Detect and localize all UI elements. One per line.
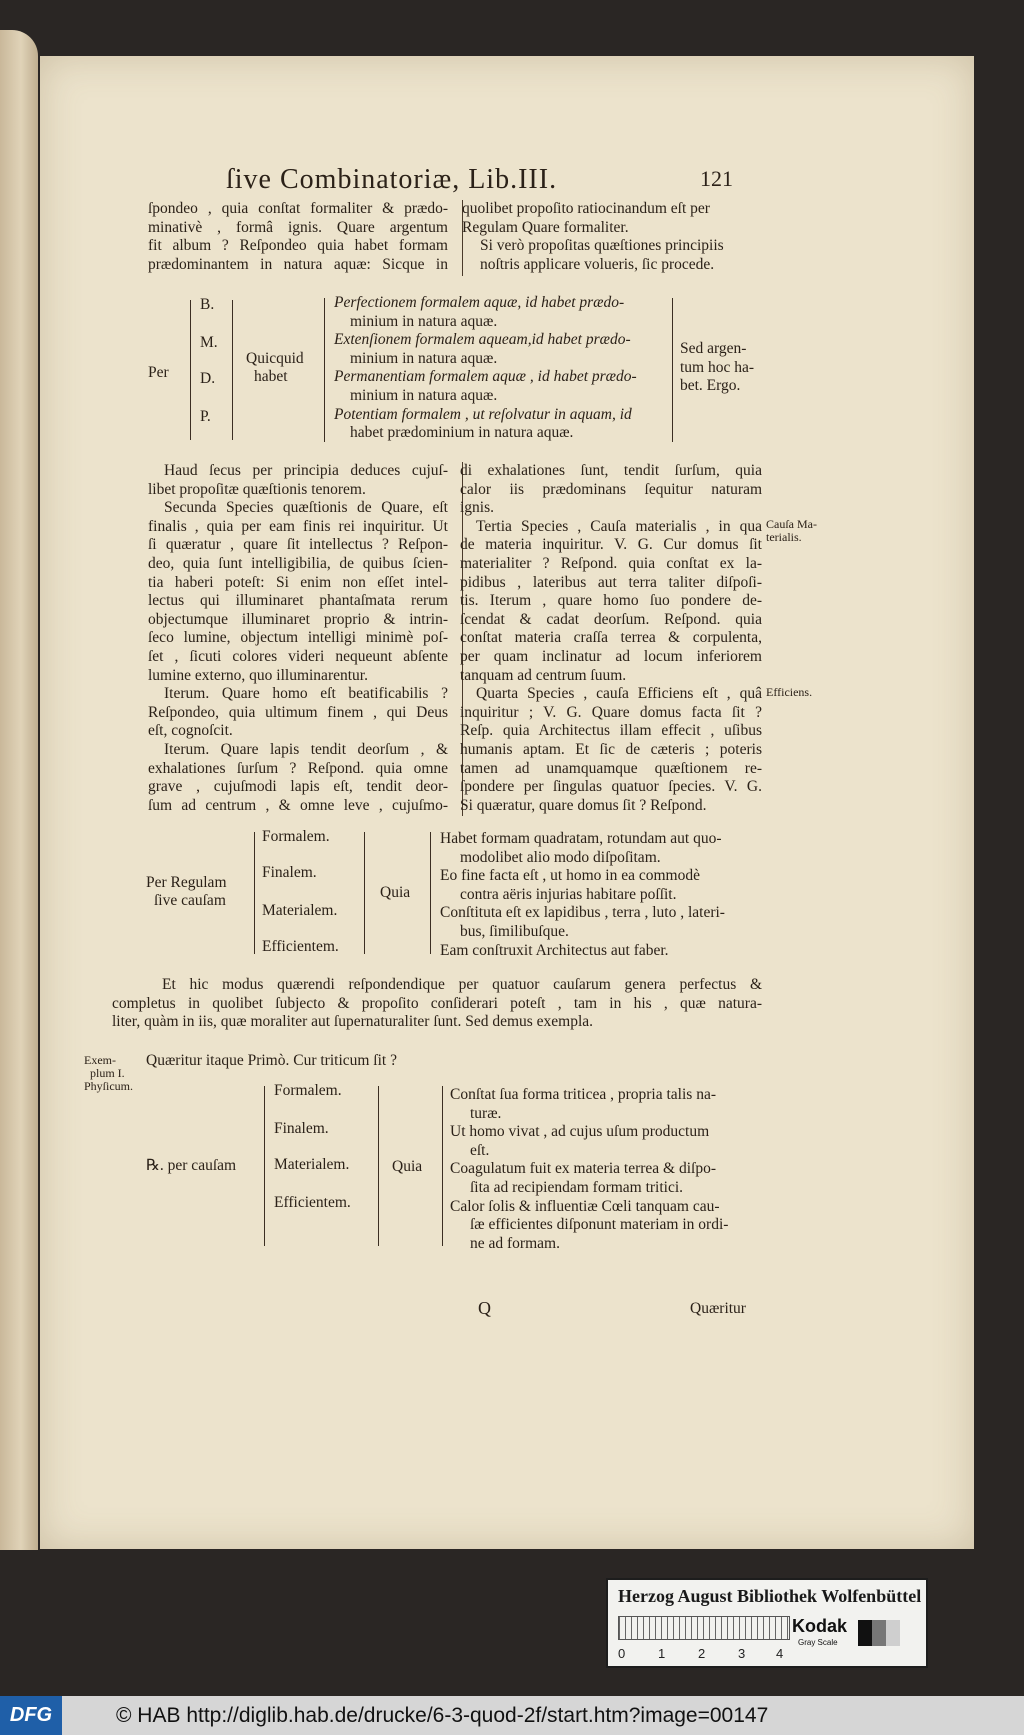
margin-note-exemplum xyxy=(84,1054,133,1093)
text-line: Iterum. Quare homo eſt beatificabilis ? xyxy=(164,685,448,703)
text-line: prædominantem in natura aquæ: Sicque in xyxy=(148,255,448,273)
conclusion-line: tum hoc ha- xyxy=(680,358,755,376)
cause-label: Finalem. xyxy=(274,1120,329,1137)
ruler-number: 0 xyxy=(618,1646,626,1661)
text-line: Si quæratur, quare domus ſit ? Reſpond. xyxy=(460,796,707,814)
text-line: libet propoſitæ quæſtionis tenorem. xyxy=(148,480,366,498)
text-line: ſum ad centrum , & omne leve , cujuſmo- xyxy=(148,796,448,814)
text-line: objectumque illuminaret proprio & intrin- xyxy=(148,610,448,628)
text-line: Secunda Species quæſtionis de Quare, eſt xyxy=(164,499,448,517)
ruler-number: 3 xyxy=(738,1646,746,1661)
text-line: calor iis prædominans ſequitur naturam xyxy=(460,480,762,498)
item-line: minium in natura aquæ. xyxy=(350,386,498,404)
text-line: tamen ad unamquamque quæſtionem re- xyxy=(460,759,762,777)
cause-label: Materialem. xyxy=(262,902,338,919)
text-line: ſcendat & cadat deorſum. Reſpond. quia xyxy=(460,610,762,628)
brace-right xyxy=(364,832,365,954)
item-line: Perfectionem formalem aquæ, id habet prædo- xyxy=(334,294,625,311)
gray-swatch xyxy=(886,1620,900,1646)
text-line: exhalationes ſurſum ? Reſpond. quia omne xyxy=(148,759,448,777)
column-left-mid xyxy=(148,462,448,815)
answer-line: Eam conſtruxit Architectus aut faber. xyxy=(440,941,669,959)
text-line: humanis aptam. Et ſic de cæteris ; poteris xyxy=(460,740,762,758)
text-line: conſtat materia craſſa terrea & corpulenta, xyxy=(460,629,762,647)
note-line: terialis. xyxy=(766,530,802,544)
principle-letter: P. xyxy=(200,408,211,425)
kodak-logo: Kodak xyxy=(792,1616,848,1636)
text-line: Quarta Species , cauſa Efficiens eſt , quâ xyxy=(476,685,762,703)
paragraph xyxy=(112,976,762,1032)
text-line: grave , cujuſmodi lapis eſt, tendit deor- xyxy=(148,778,448,796)
margin-note-efficiens xyxy=(766,686,812,699)
text-line: Iterum. Quare lapis tendit deorſum , & xyxy=(164,740,448,758)
item-line: habet prædominium in natura aquæ. xyxy=(350,424,574,442)
text-line: lumine externo, quo illuminarentur. xyxy=(148,666,368,684)
library-color-target xyxy=(606,1578,928,1668)
text-line: Regulam Quare formaliter. xyxy=(462,218,629,236)
text-line: deo, quia ſunt intelligibilia, de quibus ſcien- xyxy=(148,554,448,572)
column-right-mid xyxy=(460,462,762,815)
answer-line: Calor ſolis & influentiæ Cœli tanquam cau- xyxy=(450,1197,720,1215)
text-line: tis. Iterum , quare homo ſuo pondere de- xyxy=(460,592,762,610)
answer-line: eſt. xyxy=(470,1141,490,1159)
text-line: pidibus , lateribus aut terra taliter diſpoſi- xyxy=(460,573,762,591)
text-line: ſpondere per ſingulas quatuor ſpecies. V. G. xyxy=(460,778,762,796)
brace-left xyxy=(254,832,255,954)
answer-line: Conſtituta eſt ex lapidibus , terra , luto , lateri- xyxy=(440,904,725,922)
question-line: Quæritur itaque Primò. Cur triticum ſit ? xyxy=(146,1052,397,1069)
gray-swatch xyxy=(872,1620,886,1646)
text-line: lectus qui illuminaret phantaſmata rerum xyxy=(148,592,448,610)
answer-line: Habet formam quadratam, rotundam aut quo- xyxy=(440,830,722,847)
text-line: Et hic modus quærendi reſpondendique per quatuor cauſarum genera perfectus & xyxy=(162,976,762,993)
item-line: minium in natura aquæ. xyxy=(350,349,498,367)
cause-label: Formalem. xyxy=(262,828,330,845)
cause-label: Efficientem. xyxy=(262,938,339,955)
brace-left xyxy=(324,298,325,442)
text-line: eſt, cognoſcit. xyxy=(148,722,233,740)
brace-left xyxy=(264,1086,265,1246)
answer-line: Coagulatum fuit ex materia terrea & diſpo- xyxy=(450,1160,716,1178)
brace-left xyxy=(190,300,191,440)
brace-left xyxy=(430,832,431,954)
text-line: ſi quæratur , quare ſit intellectus ? Reſpon- xyxy=(148,536,448,554)
text-line: finalis , quia per eam finis rei inquiritur. Ut xyxy=(148,517,448,535)
answer-line: Eo fine facta eſt , ut homo in ea commodè xyxy=(440,867,700,885)
catchword: Quæritur xyxy=(690,1300,746,1317)
diagram-conclusion xyxy=(680,340,754,396)
ruler-number: 1 xyxy=(658,1646,666,1661)
answer-line: modolibet alio modo diſpoſitam. xyxy=(460,848,661,866)
note-line: plum I. xyxy=(90,1066,125,1080)
answer-line: turæ. xyxy=(470,1104,502,1122)
text-line: per quam inclinatur ad locum inferiorem xyxy=(460,647,762,665)
answer-line: contra aëris injurias habitare poſſit. xyxy=(460,885,677,903)
note-line: Efficiens. xyxy=(766,685,813,699)
item-line: Potentiam formalem , ut reſolvatur in aquam, id xyxy=(334,405,632,423)
item-line: Extenſionem formalem aqueam,id habet prædo- xyxy=(334,331,631,349)
diagram-left-label: ℞. per cauſam xyxy=(146,1157,237,1174)
diagram-per-label: Per xyxy=(148,364,169,381)
principle-letter: M. xyxy=(200,334,218,351)
answer-line: Ut homo vivat , ad cujus uſum productum xyxy=(450,1123,710,1141)
gray-swatch xyxy=(858,1620,872,1646)
note-line: Phyſicum. xyxy=(84,1079,134,1093)
text-line: ſpondeo , quia conſtat formaliter & prædo- xyxy=(148,200,448,217)
copyright-link[interactable]: © HAB http://diglib.hab.de/drucke/6-3-quod-2f/start.htm?image=00147 xyxy=(116,1704,769,1727)
answer-line: ne ad formam. xyxy=(470,1234,560,1252)
previous-page-edge xyxy=(0,30,38,1550)
quia-label: Quia xyxy=(392,1158,423,1175)
cause-label: Finalem. xyxy=(262,864,317,881)
ruler-number: 2 xyxy=(698,1646,706,1661)
text-line: inquiritur ; V. G. Quare domus facta ſit ? xyxy=(460,703,762,721)
cause-label: Efficientem. xyxy=(274,1194,351,1211)
text-line: liter, quàm in iis, quæ moraliter aut ſupernaturaliter ſunt. Sed demus exempla. xyxy=(112,1013,594,1031)
text-line: tia haberi poteſt: Si enim non eſſet intel- xyxy=(148,573,448,591)
brace-left xyxy=(442,1086,443,1246)
library-title: Herzog August Bibliothek Wolfenbüttel xyxy=(618,1586,922,1606)
text-line: Haud ſecus per principia deduces cujuſ- xyxy=(164,462,448,479)
principle-letter: B. xyxy=(200,296,215,313)
cause-label: Materialem. xyxy=(274,1156,350,1173)
diagram-mid-label: habet xyxy=(254,368,288,385)
page-number: 121 xyxy=(700,166,733,191)
brace-right xyxy=(232,300,233,440)
running-head: ſive Combinatoriæ, Lib.III. xyxy=(226,164,558,195)
diagram-answers xyxy=(440,830,725,960)
text-line: materialiter ? Reſpond. quia conſtat ex la- xyxy=(460,554,762,572)
text-line: di exhalationes ſunt, tendit ſurſum, quia xyxy=(460,462,762,479)
column-left-top xyxy=(148,200,448,274)
text-line: tanquam ad centrum ſuum. xyxy=(460,666,627,684)
text-line: ignis. xyxy=(460,499,495,517)
text-line: de materia inquiritur. V. G. Cur domus ſit xyxy=(460,536,762,554)
diagram-answers xyxy=(450,1086,728,1253)
text-line: ſet , ſicuti colores videri nequeunt abſente xyxy=(148,647,448,665)
answer-line: ſæ efficientes diſponunt materiam in ordi- xyxy=(470,1216,729,1234)
text-line: noſtris applicare volueris, ſic procede. xyxy=(480,255,715,273)
text-line: ſeco lumine, objectum intelligi minimè poſ- xyxy=(148,629,448,647)
diagram-left-label: Per Regulam xyxy=(146,874,227,891)
diagram-mid-label: Quicquid xyxy=(246,350,304,367)
cause-label: Formalem. xyxy=(274,1082,342,1099)
item-line: Permanentiam formalem aquæ , id habet prædo- xyxy=(334,368,637,386)
margin-note-causa-materialis xyxy=(766,518,817,544)
brace-right xyxy=(378,1086,379,1246)
text-line: minativè , formâ ignis. Quare argentum xyxy=(148,218,448,236)
item-line: minium in natura aquæ. xyxy=(350,312,498,330)
viewer-footer xyxy=(0,1696,1024,1735)
answer-line: ſita ad recipiendam formam tritici. xyxy=(470,1178,684,1196)
text-line: Si verò propoſitas quæſtiones principiis xyxy=(480,237,724,255)
answer-line: bus, ſimilibuſque. xyxy=(460,922,569,940)
signature-mark: Q xyxy=(478,1298,491,1318)
conclusion-line: Sed argen- xyxy=(680,340,747,357)
dfg-logo: DFG xyxy=(0,1696,62,1735)
text-line: quolibet propoſito ratiocinandum eſt per xyxy=(462,200,710,217)
quia-label: Quia xyxy=(380,884,411,901)
answer-line: Conſtat ſua forma triticea , propria talis na- xyxy=(450,1086,716,1103)
text-line: fit album ? Reſpondeo quia habet formam xyxy=(148,237,448,255)
principle-letter: D. xyxy=(200,370,216,387)
diagram-items xyxy=(334,294,637,443)
text-line: Reſpondeo, quia ultimum finem , qui Deus xyxy=(148,703,448,721)
note-line: Cauſa Ma- xyxy=(766,517,817,531)
conclusion-line: bet. Ergo. xyxy=(680,377,741,395)
ruler-scale xyxy=(618,1616,790,1640)
note-line: Exem- xyxy=(84,1053,116,1067)
ruler-number: 4 xyxy=(776,1646,784,1661)
gray-scale-label: Gray Scale xyxy=(798,1638,838,1647)
column-right-top xyxy=(462,200,767,274)
diagram-left-label: ſive cauſam xyxy=(154,892,226,909)
text-line: Tertia Species , Cauſa materialis , in qua xyxy=(476,517,762,535)
brace-right xyxy=(672,298,673,442)
text-line: Reſp. quia Architectus illam effecit , uſibus xyxy=(460,722,762,740)
text-line: completus in quolibet ſubjecto & propoſito conſiderari poteſt , tam in his , quæ natura- xyxy=(112,994,762,1012)
